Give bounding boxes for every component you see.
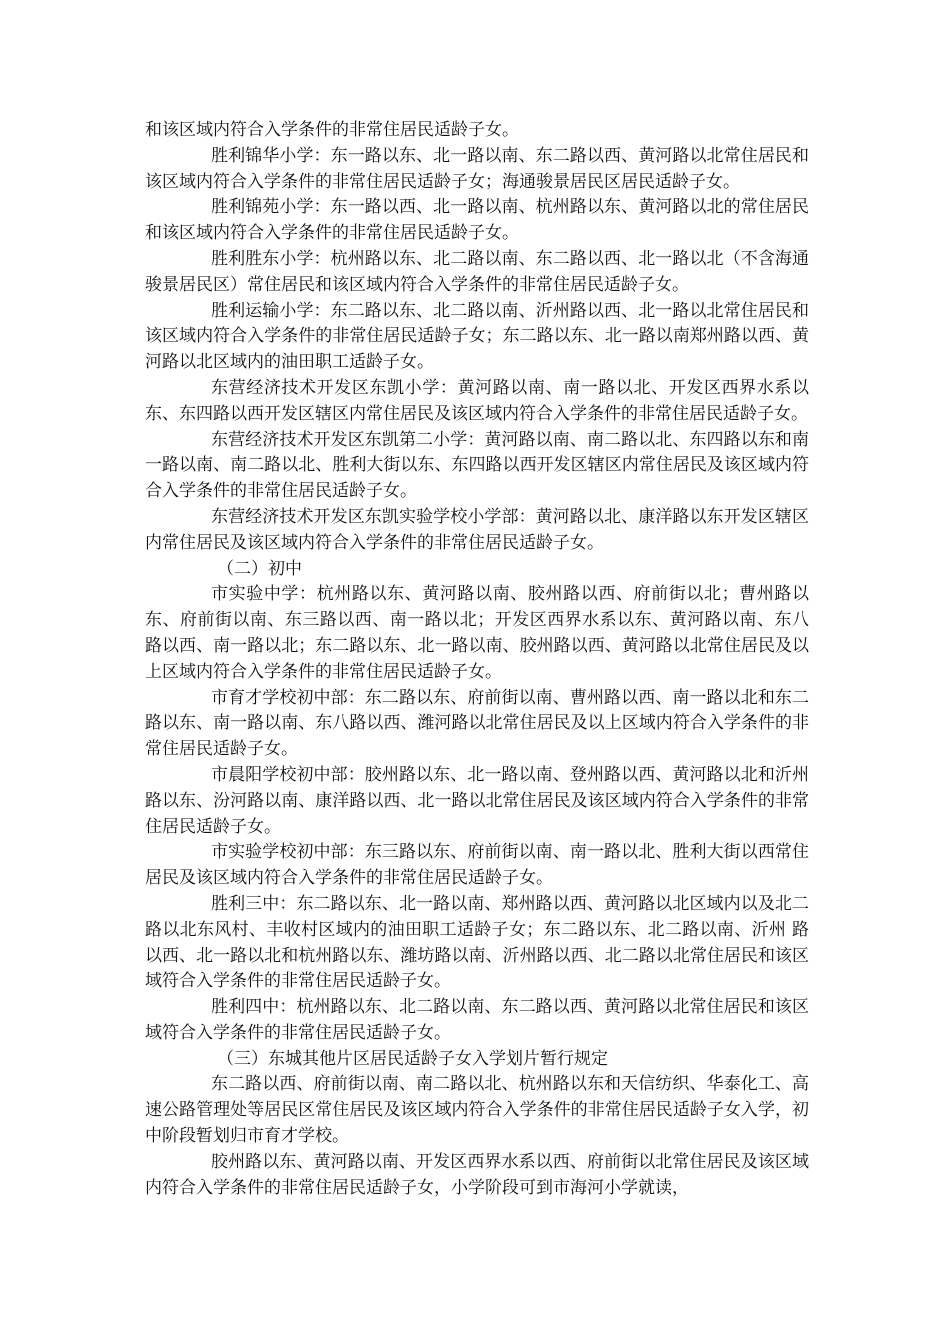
paragraph: 胜利三中：东二路以东、北一路以南、郑州路以西、黄河路以北区域内以及北二路以北东风村、丰收村区域内的油田职工适龄子女；东二路以东、北二路以南、沂州 路以西、北一路以北和杭州路以东、潍坊路以南、沂州路以西、北二路以北常住居民和该区域符合入学条件的非常住居民适龄子女。	[145, 893, 809, 992]
paragraph: 胶州路以东、黄河路以南、开发区西界水系以西、府前街以北常住居民及该区域内符合入学条件的非常住居民适龄子女，小学阶段可到市海河小学就读，	[145, 1151, 809, 1198]
paragraph: 胜利四中：杭州路以东、北二路以南、东二路以西、黄河路以北常住居民和该区域符合入学条件的非常住居民适龄子女。	[145, 997, 809, 1043]
paragraph: 东营经济技术开发区东凯实验学校小学部：黄河路以北、康洋路以东开发区辖区内常住居民及该区域内符合入学条件的非常住居民适龄子女。	[145, 506, 809, 553]
paragraph: 东营经济技术开发区东凯第二小学：黄河路以南、南二路以北、东四路以东和南一路以南、南二路以北、胜利大街以东、东四路以西开发区辖区内常住居民及该区域内符合入学条件的非常住居民适龄子女。	[145, 429, 809, 502]
paragraph: 市实验中学：杭州路以东、黄河路以南、胶州路以西、府前街以北；曹州路以东、府前街以南、东三路以西、南一路以北；开发区西界水系以东、黄河路以南、东八 路以西、南一路以北；东二路以东、北一路以南、胶州路以西、黄河路以北常住居民及以上区域内符合入学条件的非常住居民适龄子女。	[145, 584, 809, 682]
paragraph: 胜利运输小学：东二路以东、北二路以南、沂州路以西、北一路以北常住居民和该区域内符合入学条件的非常住居民适龄子女；东二路以东、北一路以南郑州路以西、黄河路以北区域内的油田职工适龄子女。	[145, 300, 809, 373]
paragraph: 市实验学校初中部：东三路以东、府前街以南、南一路以北、胜利大街以西常住居民及该区域内符合入学条件的非常住居民适龄子女。	[145, 842, 809, 889]
paragraph: 东营经济技术开发区东凯小学：黄河路以南、南一路以北、开发区西界水系以东、东四路以西开发区辖区内常住居民及该区域内符合入学条件的非常住居民适龄子女。	[145, 377, 809, 424]
document-body	[145, 118, 809, 1201]
paragraph: 胜利锦苑小学：东一路以西、北一路以南、杭州路以东、黄河路以北的常住居民和该区域内符合入学条件的非常住居民适龄子女。	[145, 197, 809, 244]
section-heading: （三）东城其他片区居民适龄子女入学划片暂行规定	[217, 1048, 608, 1069]
paragraph: 市育才学校初中部：东二路以东、府前街以南、曹州路以西、南一路以北和东二路以东、南一路以南、东八路以西、潍河路以北常住居民及以上区域内符合入学条件的非常住居民适龄子女。	[145, 687, 809, 760]
paragraph: 和该区域内符合入学条件的非常住居民适龄子女。	[145, 120, 519, 140]
paragraph: 东二路以西、府前街以南、南二路以北、杭州路以东和天信纺织、华泰化工、高速公路管理处等居民区常住居民及该区域内符合入学条件的非常住居民适龄子女入学，初中阶段暂划归市育才学校。	[145, 1074, 809, 1147]
paragraph: 胜利锦华小学：东一路以东、北一路以南、东二路以西、黄河路以北常住居民和该区域内符合入学条件的非常住居民适龄子女；海通骏景居民区居民适龄子女。	[145, 145, 809, 192]
paragraph: 市晨阳学校初中部：胶州路以东、北一路以南、登州路以西、黄河路以北和沂州路以东、汾河路以南、康洋路以西、北一路以北常住居民及该区域内符合入学条件的非常住居民适龄子女。	[145, 764, 809, 837]
section-heading: （二）初中	[217, 558, 302, 579]
paragraph: 胜利胜东小学：杭州路以东、北二路以南、东二路以西、北一路以北（不含海通骏景居民区）常住居民和该区域内符合入学条件的非常住居民适龄子女。	[145, 248, 809, 295]
